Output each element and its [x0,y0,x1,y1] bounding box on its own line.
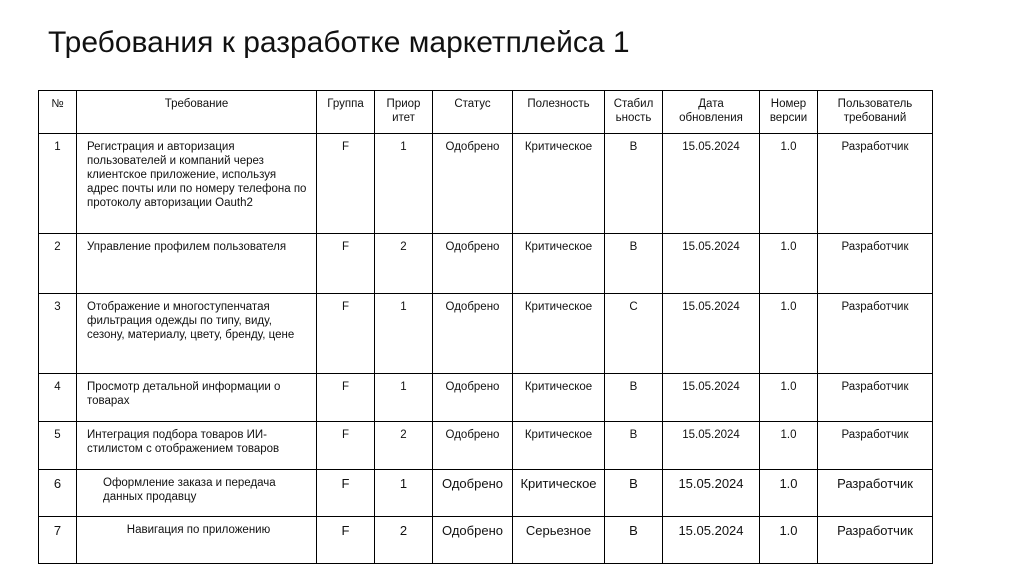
cell-date: 15.05.2024 [663,234,760,294]
cell-status: Одобрено [433,470,513,517]
cell-user: Разработчик [818,470,933,517]
cell-usefulness: Критическое [513,294,605,374]
header-num: № [39,91,77,134]
cell-version: 1.0 [760,294,818,374]
cell-version: 1.0 [760,234,818,294]
cell-group: F [317,374,375,422]
cell-priority: 1 [375,134,433,234]
cell-version: 1.0 [760,134,818,234]
table-header-row [39,91,933,134]
cell-usefulness: Критическое [513,374,605,422]
cell-group: F [317,134,375,234]
cell-requirement: Интеграция подбора товаров ИИ-стилистом с отображением товаров [77,422,317,470]
cell-requirement: Регистрация и авторизация пользователей и компаний через клиентское приложение, используя адрес почты или по номеру телефона по протоколу авторизации Oauth2 [77,134,317,234]
cell-priority: 2 [375,422,433,470]
cell-num: 7 [39,517,77,564]
cell-date: 15.05.2024 [663,470,760,517]
table-row [39,294,933,374]
cell-num: 3 [39,294,77,374]
header-requirement: Требование [77,91,317,134]
cell-usefulness: Критическое [513,470,605,517]
cell-requirement: Навигация по приложению [77,517,317,564]
cell-status: Одобрено [433,134,513,234]
cell-requirement: Оформление заказа и передача данных продавцу [77,470,317,517]
cell-status: Одобрено [433,374,513,422]
cell-user: Разработчик [818,517,933,564]
cell-stability: B [605,422,663,470]
cell-user: Разработчик [818,422,933,470]
cell-status: Одобрено [433,234,513,294]
cell-usefulness: Критическое [513,234,605,294]
header-version: Номер версии [760,91,818,134]
cell-status: Одобрено [433,294,513,374]
cell-date: 15.05.2024 [663,422,760,470]
cell-group: F [317,517,375,564]
header-date: Дата обновления [663,91,760,134]
header-stability: Стабил ьность [605,91,663,134]
cell-stability: B [605,374,663,422]
cell-date: 15.05.2024 [663,374,760,422]
cell-stability: B [605,517,663,564]
cell-version: 1.0 [760,470,818,517]
header-user: Пользователь требований [818,91,933,134]
cell-status: Одобрено [433,517,513,564]
table-row [39,234,933,294]
cell-user: Разработчик [818,374,933,422]
cell-stability: B [605,470,663,517]
cell-num: 5 [39,422,77,470]
cell-priority: 1 [375,470,433,517]
cell-priority: 2 [375,234,433,294]
cell-usefulness: Критическое [513,422,605,470]
cell-group: F [317,422,375,470]
cell-version: 1.0 [760,517,818,564]
cell-group: F [317,294,375,374]
table-row [39,134,933,234]
cell-num: 2 [39,234,77,294]
cell-usefulness: Критическое [513,134,605,234]
cell-version: 1.0 [760,374,818,422]
cell-user: Разработчик [818,134,933,234]
cell-stability: B [605,234,663,294]
cell-stability: C [605,294,663,374]
table-row [39,422,933,470]
cell-group: F [317,470,375,517]
cell-user: Разработчик [818,294,933,374]
cell-date: 15.05.2024 [663,134,760,234]
cell-requirement: Управление профилем пользователя [77,234,317,294]
cell-date: 15.05.2024 [663,294,760,374]
cell-priority: 1 [375,374,433,422]
header-usefulness: Полезность [513,91,605,134]
header-status: Статус [433,91,513,134]
page-title: Требования к разработке маркетплейса 1 [48,26,630,59]
cell-num: 4 [39,374,77,422]
cell-stability: B [605,134,663,234]
table-row [39,374,933,422]
cell-num: 6 [39,470,77,517]
table-row [39,470,933,517]
header-priority: Приор итет [375,91,433,134]
cell-requirement: Просмотр детальной информации о товарах [77,374,317,422]
cell-status: Одобрено [433,422,513,470]
requirements-table [38,90,933,564]
cell-num: 1 [39,134,77,234]
cell-priority: 1 [375,294,433,374]
cell-requirement: Отображение и многоступенчатая фильтрация одежды по типу, виду, сезону, материалу, цвету, бренду, цене [77,294,317,374]
cell-usefulness: Серьезное [513,517,605,564]
cell-user: Разработчик [818,234,933,294]
cell-priority: 2 [375,517,433,564]
header-group: Группа [317,91,375,134]
table-row [39,517,933,564]
cell-version: 1.0 [760,422,818,470]
cell-date: 15.05.2024 [663,517,760,564]
cell-group: F [317,234,375,294]
